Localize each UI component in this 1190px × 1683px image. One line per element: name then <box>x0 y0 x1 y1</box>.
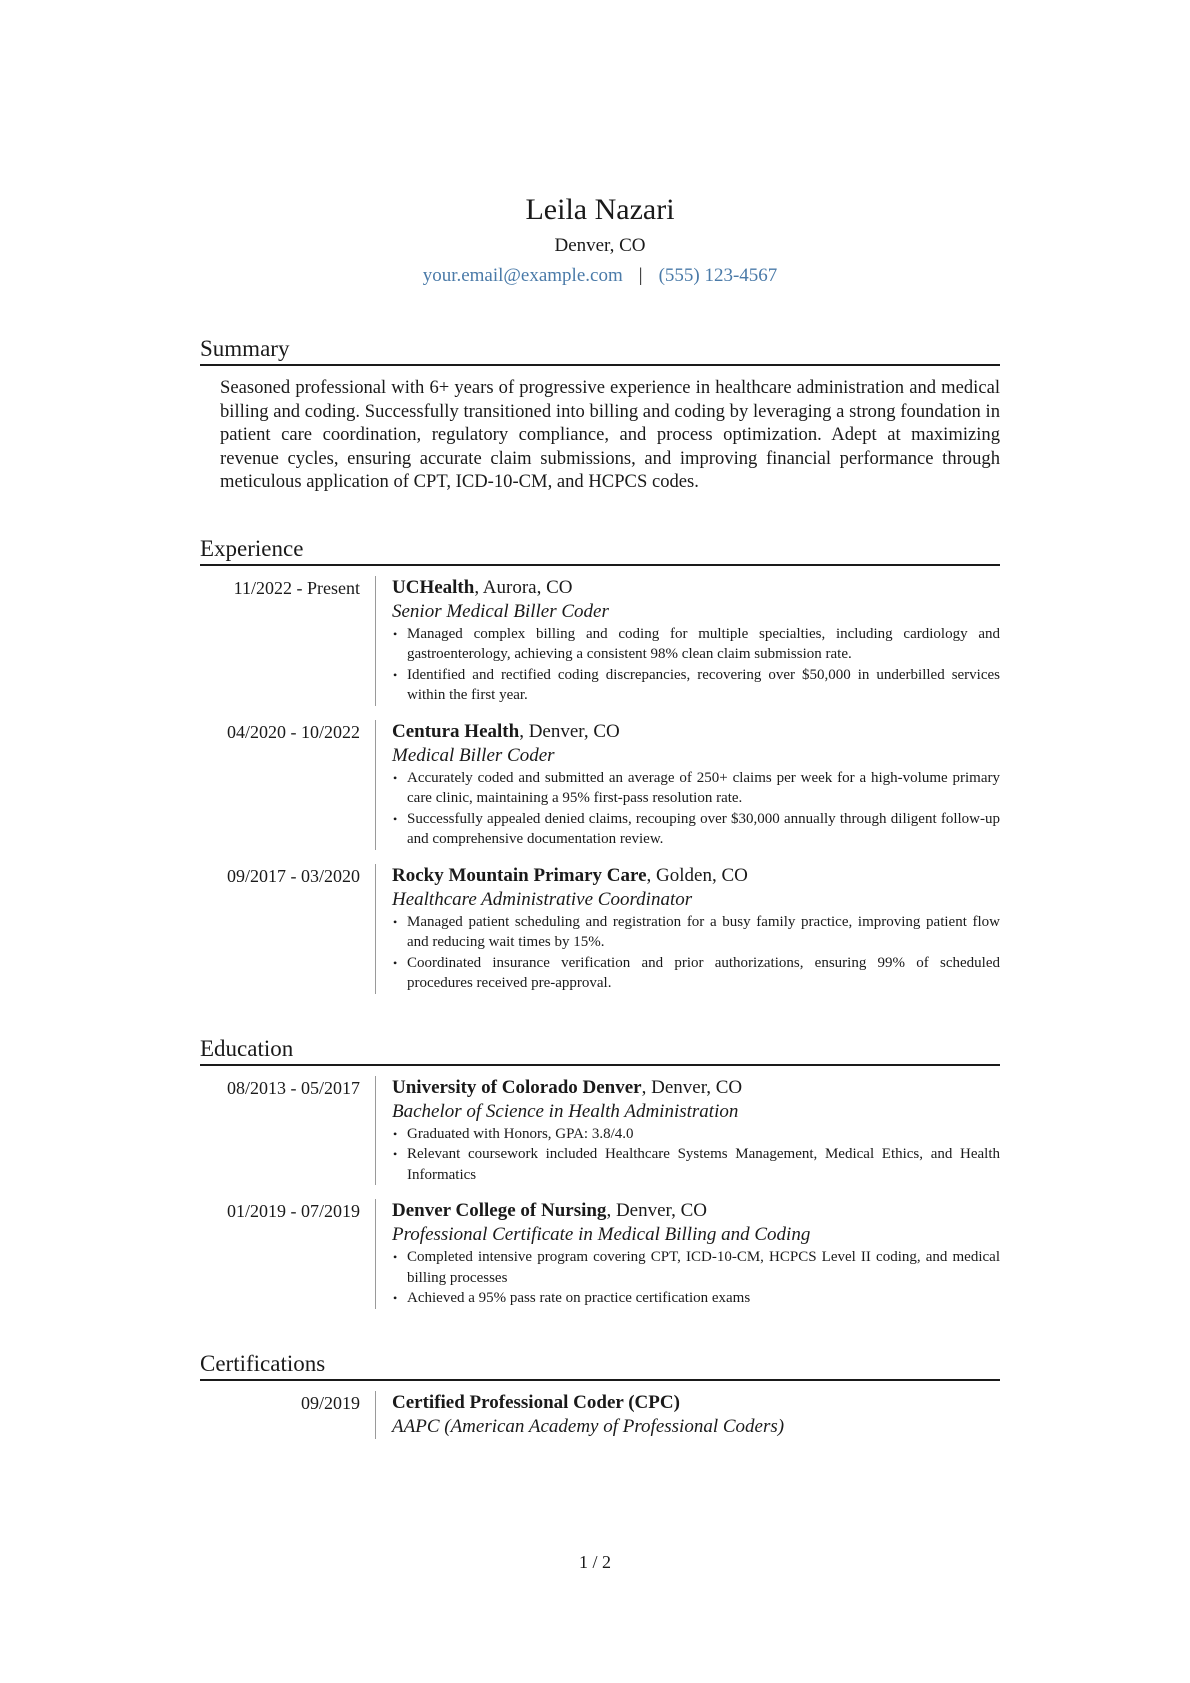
entry-organization <box>392 576 1000 600</box>
organization-name: Centura Health <box>392 720 520 742</box>
entry-organization <box>392 1391 1000 1415</box>
organization-name: Rocky Mountain Primary Care <box>392 864 647 886</box>
entry-body <box>375 1391 1000 1439</box>
page-number: 1 / 2 <box>578 1552 611 1572</box>
education-entry <box>200 1199 1000 1309</box>
experience-section <box>200 534 1000 994</box>
bullet-item: • Accurately coded and submitted an average of 250+ claims per week for a high-volume primary care clinic, maintaining a 95% first-pass resolution rate. <box>392 768 1000 809</box>
entry-bullets <box>392 912 1000 994</box>
certifications-section <box>200 1349 1000 1439</box>
bullet-item: • Achieved a 95% pass rate on practice certification exams <box>392 1288 1000 1309</box>
resume-header <box>200 190 1000 290</box>
certification-name: Certified Professional Coder (CPC) <box>392 1391 680 1413</box>
contact-line <box>200 262 1000 290</box>
section-title-summary: Summary <box>200 334 1000 366</box>
organization-name: UCHealth <box>392 576 475 598</box>
education-section <box>200 1034 1000 1309</box>
bullet-item: • Relevant coursework included Healthcare Systems Management, Medical Ethics, and Health Informatics <box>392 1144 1000 1185</box>
entry-role: Healthcare Administrative Coordinator <box>392 888 693 910</box>
bullet-item: • Successfully appealed denied claims, recouping over $30,000 annually through diligent follow-up and comprehensive documentation review. <box>392 809 1000 850</box>
entry-date: 11/2022 - Present <box>233 577 360 598</box>
certification-issuer: AAPC (American Academy of Professional Coders) <box>392 1415 785 1437</box>
entry-organization <box>392 1199 1000 1223</box>
summary-text: Seasoned professional with 6+ years of progressive experience in healthcare administration and medical billing and coding. Successfully transitioned into billing and coding by leveraging a strong foundation in patient care coordination, regulatory compliance, and process optimization. Adept at maximizing revenue cycles, ensuring accurate claim submissions, and improving financial performance through meticulous application of CPT, ICD-10-CM, and HCPCS codes. <box>220 377 1000 492</box>
entry-body <box>375 720 1000 850</box>
entry-bullets <box>392 624 1000 706</box>
organization-location: , Denver, CO <box>519 720 620 742</box>
entry-body <box>375 1199 1000 1309</box>
bullet-item: • Completed intensive program covering CPT, ICD-10-CM, HCPCS Level II coding, and medical billing processes <box>392 1247 1000 1288</box>
bullet-item: • Graduated with Honors, GPA: 3.8/4.0 <box>392 1124 1000 1145</box>
entry-body <box>375 576 1000 706</box>
phone-link[interactable]: (555) 123-4567 <box>658 265 778 286</box>
entry-role: Professional Certificate in Medical Billing and Coding <box>392 1224 811 1245</box>
bullet-item: • Managed patient scheduling and registration for a busy family practice, improving patient flow and reducing wait times by 15%. <box>392 912 1000 953</box>
certification-entry <box>200 1391 1000 1439</box>
resume-page <box>200 190 1000 1439</box>
entry-organization <box>392 864 1000 888</box>
entry-body <box>375 1076 1000 1186</box>
entry-bullets <box>392 1247 1000 1309</box>
entry-bullets <box>392 768 1000 850</box>
organization-location: , Denver, CO <box>606 1200 707 1221</box>
organization-name: University of Colorado Denver <box>392 1076 642 1098</box>
organization-location: , Denver, CO <box>641 1076 743 1098</box>
entry-date: 08/2013 - 05/2017 <box>227 1077 360 1098</box>
contact-separator: | <box>638 265 643 286</box>
organization-location: , Golden, CO <box>646 864 748 886</box>
bullet-item: • Managed complex billing and coding for multiple specialties, including cardiology and gastroenterology, achieving a consistent 98% clean claim submission rate. <box>392 624 1000 665</box>
experience-entry <box>200 720 1000 850</box>
candidate-location: Denver, CO <box>554 235 646 256</box>
entry-role: Medical Biller Coder <box>392 744 555 766</box>
email-link[interactable]: your.email@example.com <box>422 265 623 286</box>
entry-date: 01/2019 - 07/2019 <box>227 1201 360 1221</box>
entry-role: Bachelor of Science in Health Administration <box>392 1100 739 1122</box>
entry-date: 09/2019 <box>300 1392 360 1413</box>
section-title-certifications: Certifications <box>200 1349 1000 1381</box>
bullet-item: • Identified and rectified coding discrepancies, recovering over $50,000 in underbilled services within the first year. <box>392 665 1000 706</box>
section-title-education: Education <box>200 1034 1000 1066</box>
candidate-name: Leila Nazari <box>525 193 675 226</box>
organization-location: , Aurora, CO <box>474 576 573 598</box>
entry-date: 04/2020 - 10/2022 <box>227 721 360 742</box>
entry-date: 09/2017 - 03/2020 <box>227 865 360 886</box>
summary-section <box>200 334 1000 494</box>
education-entry <box>200 1076 1000 1186</box>
entry-organization <box>392 720 1000 744</box>
entry-bullets <box>392 1124 1000 1186</box>
experience-entry <box>200 576 1000 706</box>
section-title-experience: Experience <box>200 534 1000 566</box>
organization-name: Denver College of Nursing <box>392 1200 607 1221</box>
entry-role: Senior Medical Biller Coder <box>392 600 609 622</box>
bullet-item: • Coordinated insurance verification and prior authorizations, ensuring 99% of scheduled procedures received pre-approval. <box>392 953 1000 994</box>
entry-organization <box>392 1076 1000 1100</box>
entry-body <box>375 864 1000 994</box>
experience-entry <box>200 864 1000 994</box>
